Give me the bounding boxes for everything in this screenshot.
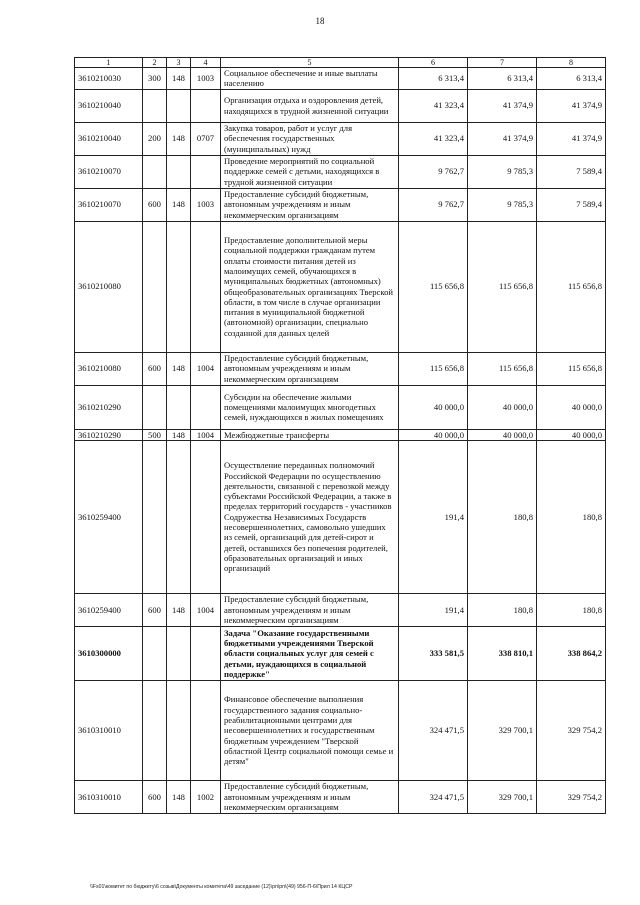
section-cell: 0707 [191,122,221,155]
description-cell: Предоставление субсидий бюджетным, автономным учреждениям и иным некоммерческим организациям [221,593,399,626]
amount-col8-cell: 40 000,0 [537,385,606,429]
description-cell: Предоставление субсидий бюджетным, автономным учреждениям и иным некоммерческим организациям [221,188,399,221]
amount-col7-cell: 6 313,4 [468,68,537,90]
description-cell: Организация отдыха и оздоровления детей, находящихся в трудной жизненной ситуации [221,89,399,122]
column-header-6: 6 [399,58,468,68]
amount-col7-cell: 180,8 [468,440,537,593]
amount-col8-cell: 115 656,8 [537,221,606,352]
amount-col7-cell: 115 656,8 [468,352,537,385]
ministry-cell [167,155,191,188]
amount-col6-cell: 9 762,7 [399,188,468,221]
code-cell: 3610259400 [75,593,143,626]
description-cell: Предоставление субсидий бюджетным, автономным учреждениям и иным некоммерческим организациям [221,352,399,385]
table-row [75,352,606,385]
column-header-3: 3 [167,58,191,68]
ministry-cell [167,626,191,680]
expense-type-cell [143,440,167,593]
amount-col6-cell: 324 471,5 [399,680,468,780]
amount-col8-cell: 7 589,4 [537,188,606,221]
section-cell [191,385,221,429]
amount-col7-cell: 180,8 [468,593,537,626]
code-cell: 3610210080 [75,221,143,352]
ministry-cell [167,385,191,429]
amount-col7-cell: 41 374,9 [468,89,537,122]
code-cell: 3610310010 [75,680,143,780]
amount-col8-cell: 41 374,9 [537,89,606,122]
code-cell: 3610210290 [75,429,143,440]
ministry-cell: 148 [167,780,191,813]
amount-col7-cell: 329 700,1 [468,780,537,813]
section-cell [191,680,221,780]
amount-col6-cell: 6 313,4 [399,68,468,90]
ministry-cell [167,680,191,780]
code-cell: 3610259400 [75,440,143,593]
ministry-cell [167,89,191,122]
code-cell: 3610210030 [75,68,143,90]
table-body [75,68,606,814]
expense-type-cell [143,89,167,122]
description-cell: Субсидии на обеспечение жилыми помещениями малоимущих многодетных семей, нуждающихся в жилых помещениях [221,385,399,429]
code-cell: 3610210070 [75,155,143,188]
expense-type-cell: 600 [143,593,167,626]
code-cell: 3610210290 [75,385,143,429]
table-row [75,68,606,90]
description-cell: Проведение мероприятий по социальной поддержке семей с детьми, находящихся в трудной жизненной ситуации [221,155,399,188]
ministry-cell: 148 [167,188,191,221]
description-cell: Социальное обеспечение и иные выплаты населению [221,68,399,90]
ministry-cell [167,221,191,352]
code-cell: 3610310010 [75,780,143,813]
column-header-7: 7 [468,58,537,68]
amount-col8-cell: 180,8 [537,593,606,626]
table-row [75,89,606,122]
section-cell [191,155,221,188]
column-header-8: 8 [537,58,606,68]
section-cell: 1003 [191,68,221,90]
amount-col6-cell: 191,4 [399,440,468,593]
column-header-1: 1 [75,58,143,68]
expense-type-cell [143,626,167,680]
amount-col8-cell: 338 864,2 [537,626,606,680]
description-cell: Финансовое обеспечение выполнения государственного задания социально-реабилитационными центрами для несовершеннолетних и государственным бюджетным учреждением "Тверской областной Центр социальной помощи семье и детям" [221,680,399,780]
amount-col6-cell: 9 762,7 [399,155,468,188]
section-cell: 1003 [191,188,221,221]
table-row [75,593,606,626]
section-cell: 1002 [191,780,221,813]
code-cell: 3610300000 [75,626,143,680]
section-cell [191,626,221,680]
amount-col6-cell: 41 323,4 [399,122,468,155]
column-header-2: 2 [143,58,167,68]
ministry-cell: 148 [167,122,191,155]
table-row [75,122,606,155]
section-cell [191,89,221,122]
section-cell: 1004 [191,352,221,385]
table-row [75,221,606,352]
expense-type-cell: 500 [143,429,167,440]
expense-type-cell: 600 [143,352,167,385]
column-header-5: 5 [221,58,399,68]
code-cell: 3610210070 [75,188,143,221]
code-cell: 3610210040 [75,122,143,155]
expense-type-cell [143,385,167,429]
amount-col6-cell: 40 000,0 [399,429,468,440]
ministry-cell: 148 [167,352,191,385]
amount-col6-cell: 191,4 [399,593,468,626]
description-cell: Осуществление переданных полномочий Российской Федерации по осуществлению деятельности, связанной с перевозкой между субъектами Российской Федерации, а также в пределах территорий государств - участников Содружества Независимых Государств несовершеннолетних, самовольно ушедших из семей, организаций для детей-сирот и детей, оставшихся без попечения родителей, образовательных организаций и иных организаций [221,440,399,593]
ministry-cell [167,440,191,593]
expense-type-cell: 300 [143,68,167,90]
footer-file-path: \\Fs01\комитет по бюджету\6 созыв\Документы комитета\49 заседание (12)\рп\рп\(49) 956-П-6\Прил 14 КЦСР [90,884,353,890]
amount-col8-cell: 40 000,0 [537,429,606,440]
ministry-cell: 148 [167,593,191,626]
ministry-cell: 148 [167,68,191,90]
expense-type-cell: 600 [143,188,167,221]
amount-col6-cell: 324 471,5 [399,780,468,813]
table-row [75,780,606,813]
amount-col8-cell: 41 374,9 [537,122,606,155]
expense-type-cell: 600 [143,780,167,813]
section-cell: 1004 [191,429,221,440]
amount-col6-cell: 115 656,8 [399,221,468,352]
table-row [75,188,606,221]
amount-col8-cell: 329 754,2 [537,680,606,780]
section-cell: 1004 [191,593,221,626]
description-cell: Предоставление дополнительной меры социальной поддержки гражданам путем оплаты стоимости питания детей из малоимущих семей, обучающихся в муниципальных бюджетных (автономных) общеобразовательных организациях Тверской области, в том числе в случае организации питания в муниципальной бюджетной (автономной) организации, специально созданной для данных целей [221,221,399,352]
amount-col7-cell: 115 656,8 [468,221,537,352]
table-row [75,626,606,680]
code-cell: 3610210040 [75,89,143,122]
column-header-4: 4 [191,58,221,68]
expense-type-cell [143,155,167,188]
description-cell: Закупка товаров, работ и услуг для обеспечения государственных (муниципальных) нужд [221,122,399,155]
section-cell [191,221,221,352]
amount-col7-cell: 40 000,0 [468,385,537,429]
amount-col8-cell: 115 656,8 [537,352,606,385]
amount-col8-cell: 180,8 [537,440,606,593]
table-row [75,429,606,440]
amount-col6-cell: 40 000,0 [399,385,468,429]
description-cell: Задача "Оказание государственными бюджетными учреждениями Тверской области социальных услуг для семей с детьми, нуждающихся в социальной поддержке" [221,626,399,680]
table-row [75,155,606,188]
budget-table [74,57,606,814]
amount-col7-cell: 9 785,3 [468,188,537,221]
amount-col7-cell: 329 700,1 [468,680,537,780]
amount-col8-cell: 329 754,2 [537,780,606,813]
amount-col8-cell: 6 313,4 [537,68,606,90]
amount-col7-cell: 41 374,9 [468,122,537,155]
amount-col7-cell: 338 810,1 [468,626,537,680]
ministry-cell: 148 [167,429,191,440]
amount-col6-cell: 333 581,5 [399,626,468,680]
amount-col6-cell: 115 656,8 [399,352,468,385]
table-row [75,680,606,780]
table-row [75,440,606,593]
expense-type-cell [143,680,167,780]
description-cell: Предоставление субсидий бюджетным, автономным учреждениям и иным некоммерческим организациям [221,780,399,813]
amount-col6-cell: 41 323,4 [399,89,468,122]
table-header-row [75,58,606,68]
amount-col8-cell: 7 589,4 [537,155,606,188]
section-cell [191,440,221,593]
amount-col7-cell: 9 785,3 [468,155,537,188]
expense-type-cell [143,221,167,352]
amount-col7-cell: 40 000,0 [468,429,537,440]
code-cell: 3610210080 [75,352,143,385]
table-row [75,385,606,429]
expense-type-cell: 200 [143,122,167,155]
description-cell: Межбюджетные трансферты [221,429,399,440]
page-number: 18 [315,16,325,26]
